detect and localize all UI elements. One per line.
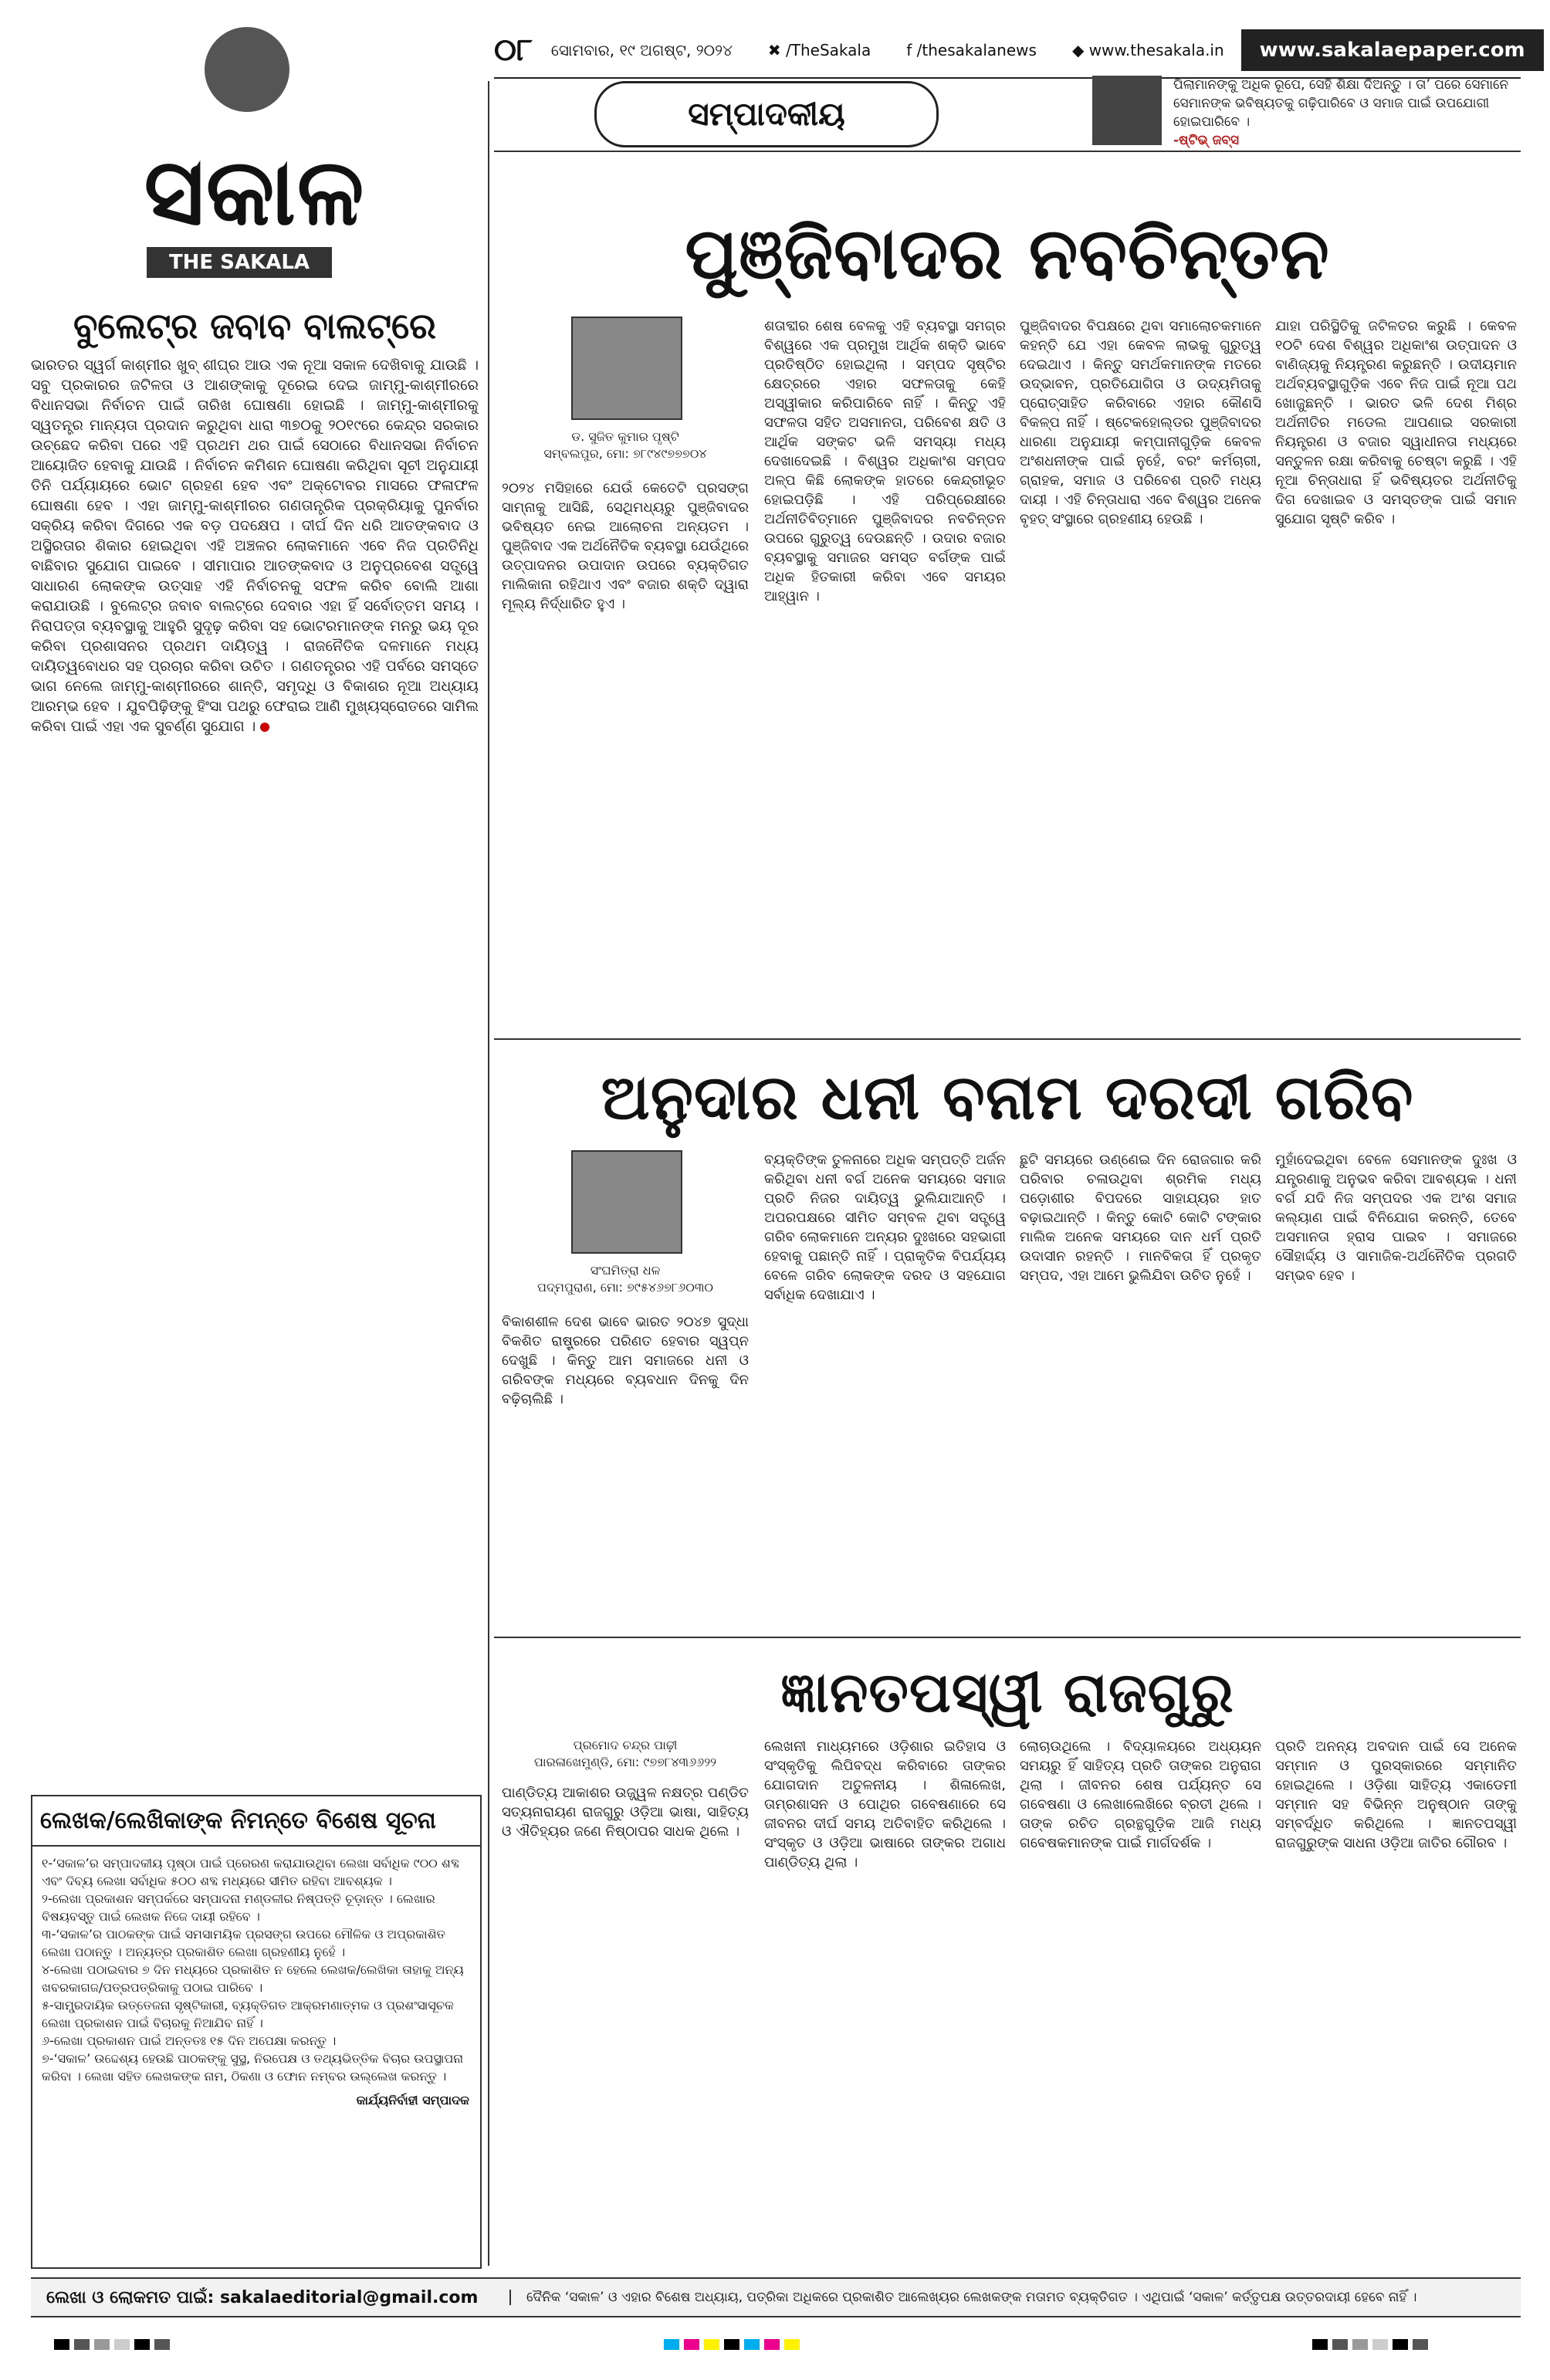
article1-col3: ଯାହା ପରିସ୍ଥିତିକୁ ଜଟିଳତର କରୁଛି । କେବଳ ୧୦ଟି ଦେଶ ବିଶ୍ୱର ଅଧିକାଂଶ ଉତ୍ପାଦନ ଓ ବାଣିଜ୍ୟକୁ ନିୟନ୍ତ୍ରଣ କରୁଛନ୍ତି । ଉଦୀୟମାନ ଅର୍ଥବ୍ୟବସ୍ଥାଗୁଡ଼ିକ ଏବେ ନିଜ ପାଇଁ ନୂଆ ପଥ ଖୋଜୁଛନ୍ତି । ଭାରତ ଭଳି ଦେଶ ମିଶ୍ର ଅର୍ଥନୀତିର ମଡେଲ ଆପଣାଇ ସରକାରୀ ନିୟନ୍ତ୍ରଣ ଓ ବଜାର ସ୍ୱାଧୀନତା ମଧ୍ୟରେ ସନ୍ତୁଳନ ରକ୍ଷା କରିବାକୁ ଚେଷ୍ଟା କରୁଛି । ଏହି ନୂଆ ଚିନ୍ତାଧାରା ହିଁ ଭବିଷ୍ୟତର ଅର୍ଥନୀତିକୁ ଦିଗ ଦେଖାଇବ ଓ ସମସ୍ତଙ୍କ ପାଇଁ ସମାନ ସୁଯୋଗ ସୃଷ୍ଟି କରିବ । (1275, 318, 1517, 527)
quote-text: ପିଲାମାନଙ୍କୁ ଅଧିକ ରୂପେ, ସେହି ଶିକ୍ଷା ଦିଅନ୍ତୁ । ତା’ ପରେ ସେମାନେ ସେମାନଙ୍କ ଭବିଷ୍ୟତକୁ ଗଢ଼ିପାରିବେ ଓ ସମାଜ ପାଇଁ ଉପଯୋଗୀ ହୋଇପାରିବେ । (1173, 77, 1509, 130)
article3-col1: ଲେଖନୀ ମାଧ୍ୟମରେ ଓଡ଼ିଶାର ଇତିହାସ ଓ ସଂସ୍କୃତିକୁ ଲିପିବଦ୍ଧ କରିବାରେ ତାଙ୍କର ଯୋଗଦାନ ଅତୁଳନୀୟ । ଶିଳାଲେଖ, ତାମ୍ରଶାସନ ଓ ପୋଥିର ଗବେଷଣାରେ ସେ ଜୀବନର ଦୀର୍ଘ ସମୟ ଅତିବାହିତ କରିଥିଲେ । ସଂସ୍କୃତ ଓ ଓଡ଼ିଆ ଭାଷାରେ ତାଙ୍କର ଅଗାଧ ପାଣ୍ଡିତ୍ୟ ଥିଲା । (764, 1738, 1006, 1870)
article1-author-photo (571, 317, 682, 420)
section-divider (494, 151, 1521, 152)
article2-author-photo (571, 1150, 682, 1254)
section-divider (494, 1637, 1521, 1638)
article1-col1: ଶତାବ୍ଦୀର ଶେଷ ବେଳକୁ ଏହି ବ୍ୟବସ୍ଥା ସମଗ୍ର ବିଶ୍ୱରେ ଏକ ପ୍ରମୁଖ ଆର୍ଥିକ ଶକ୍ତି ଭାବେ ପ୍ରତିଷ୍ଠିତ ହୋଇଥିଲା । ସମ୍ପଦ ସୃଷ୍ଟିର କ୍ଷେତ୍ରରେ ଏହାର ସଫଳତାକୁ କେହି ଅସ୍ୱୀକାର କରିପାରିବେ ନାହିଁ । କିନ୍ତୁ ଏହି ସଫଳତା ସହିତ ଅସମାନତା, ପରିବେଶ କ୍ଷତି ଓ ଆର୍ଥିକ ସଙ୍କଟ ଭଳି ସମସ୍ୟା ମଧ୍ୟ ଦେଖାଦେଇଛି । ବିଶ୍ୱର ଅଧିକାଂଶ ସମ୍ପଦ ଅଳ୍ପ କିଛି ଲୋକଙ୍କ ହାତରେ କେନ୍ଦ୍ରୀଭୂତ ହୋଇପଡ଼ିଛି । ଏହି ପରିପ୍ରେକ୍ଷୀରେ ଅର୍ଥନୀତିବିତ୍‌ମାନେ ପୁଞ୍ଜିବାଦର ନବଚିନ୍ତନ ଉପରେ ଗୁରୁତ୍ୱ ଦେଉଛନ୍ତି । ଉଦାର ବଜାର ବ୍ୟବସ୍ଥାକୁ ସମାଜର ସମସ୍ତ ବର୍ଗଙ୍କ ପାଇଁ ଅଧିକ ହିତକାରୀ କରିବା ଏବେ ସମୟର ଆହ୍ୱାନ । (764, 318, 1006, 604)
notice-box (31, 1795, 482, 2269)
notice-item: ୩-‘ସକାଳ’ର ପାଠକଙ୍କ ପାଇଁ ସମସାମୟିକ ପ୍ରସଙ୍ଗ ଉପରେ ମୌଳିକ ଓ ଅପ୍ରକାଶିତ ଲେଖା ପଠାନ୍ତୁ । ଅନ୍ୟତ୍ର ପ୍ରକାଶିତ ଲେଖା ଗ୍ରହଣୀୟ ନୁହେଁ । (42, 1927, 445, 1959)
article3-lead (502, 1783, 749, 2262)
article1-byline (498, 428, 753, 462)
pen-logo-icon (205, 27, 289, 112)
article1-col2: ପୁଞ୍ଜିବାଦର ବିପକ୍ଷରେ ଥିବା ସମାଲୋଚକମାନେ କହନ୍ତି ଯେ ଏହା କେବଳ ଲାଭକୁ ଗୁରୁତ୍ୱ ଦେଇଥାଏ । କିନ୍ତୁ ସମର୍ଥକମାନଙ୍କ ମତରେ ଉଦ୍ଭାବନ, ପ୍ରତିଯୋଗିତା ଓ ଉଦ୍ୟମିତାକୁ ପ୍ରୋତ୍ସାହିତ କରିବାରେ ଏହାର କୌଣସି ବିକଳ୍ପ ନାହିଁ । ଷ୍ଟେକହୋଲ୍ଡର ପୁଞ୍ଜିବାଦର ଧାରଣା ଅନୁଯାୟୀ କମ୍ପାନୀଗୁଡ଼ିକ କେବଳ ଅଂଶଧନୀଙ୍କ ପାଇଁ ନୁହେଁ, ବରଂ କର୍ମଚାରୀ, ଗ୍ରାହକ, ସମାଜ ଓ ପରିବେଶ ପ୍ରତି ମଧ୍ୟ ଦାୟୀ । ଏହି ଚିନ୍ତାଧାରା ଏବେ ବିଶ୍ୱର ଅନେକ ବୃହତ୍ ସଂସ୍ଥାରେ ଗ୍ରହଣୀୟ ହେଉଛି । (1020, 318, 1261, 527)
article1-lead-text: ୨୦୨୪ ମସିହାରେ ଯେଉଁ କେତେଟି ପ୍ରସଙ୍ଗ ସାମ୍ନାକୁ ଆସିଛି, ସେଥିମଧ୍ୟରୁ ପୁଞ୍ଜିବାଦର ଭବିଷ୍ୟତ ନେଇ ଆଲୋଚନା ଅନ୍ୟତମ । ପୁଞ୍ଜିବାଦ ଏକ ଅର୍ଥନୈତିକ ବ୍ୟବସ୍ଥା ଯେଉଁଥିରେ ଉତ୍ପାଦନର ଉପାଦାନ ଉପରେ ବ୍ୟକ୍ତିଗତ ମାଲିକାନା ରହିଥାଏ ଏବଂ ବଜାର ଶକ୍ତି ଦ୍ୱାରା ମୂଲ୍ୟ ନିର୍ଦ୍ଧାରିତ ହୁଏ । (502, 480, 749, 612)
print-color-bar (1312, 2339, 1428, 2350)
website-link[interactable]: ◆ www.thesakala.in (1071, 41, 1224, 59)
notice-signature: କାର୍ଯ୍ୟନିର୍ବାହୀ ସମ୍ପାଦକ (356, 2093, 469, 2107)
article2-headline: ଅନୁଦାର ଧନୀ ବନାମ ଦରଦୀ ଗରିବ (601, 1061, 1414, 1133)
article1-columns (764, 317, 1517, 1027)
left-article-headline: ବୁଲେଟ୍‌ର ଜବାବ ବାଲଟ୍‌ରେ (73, 305, 436, 347)
quote-author-photo (1092, 76, 1162, 145)
twitter-handle: /TheSakala (786, 41, 871, 59)
facebook-link[interactable]: f /thesakalanews (906, 41, 1037, 59)
article2-lead-text: ବିକାଶଶୀଳ ଦେଶ ଭାବେ ଭାରତ ୨୦୪୭ ସୁଦ୍ଧା ବିକଶିତ ରାଷ୍ଟ୍ରରେ ପରିଣତ ହେବାର ସ୍ୱପ୍ନ ଦେଖୁଛି । କିନ୍ତୁ ଆମ ସମାଜରେ ଧନୀ ଓ ଗରିବଙ୍କ ମଧ୍ୟରେ ବ୍ୟବଧାନ ଦିନକୁ ଦିନ ବଢ଼ିଚାଲିଛି । (502, 1314, 749, 1407)
article1-author: ଡ. ସୁଜିତ କୁମାର ପୃଷ୍ଟି (571, 429, 679, 444)
print-color-bar (664, 2339, 800, 2350)
quote-author: -ଷ୍ଟିଭ୍ ଜବ୍‌ସ (1173, 133, 1240, 148)
notice-item: ୨-ଲେଖା ପ୍ରକାଶନ ସମ୍ପର୍କରେ ସମ୍ପାଦନା ମଣ୍ଡଳୀର ନିଷ୍ପତ୍ତି ଚୂଡ଼ାନ୍ତ । ଲେଖାର ବିଷୟବସ୍ତୁ ପାଇଁ ଲେଖକ ନିଜେ ଦାୟୀ ରହିବେ । (42, 1891, 435, 1924)
publication-date: ସୋମବାର, ୧୯ ଅଗଷ୍ଟ, ୨୦୨୪ (550, 41, 733, 59)
notice-item: ୬-ଲେଖା ପ୍ରକାଶନ ପାଇଁ ଅନ୍ତତଃ ୧୫ ଦିନ ଅପେକ୍ଷା କରନ୍ତୁ । (42, 2033, 337, 2048)
facebook-handle: /thesakalanews (916, 41, 1037, 59)
article2-author-place: ପଦ୍ମପୁରାଣ, ମୋ: ୭୯୫୪୬୭୮୬୦୩୦ (537, 1280, 713, 1295)
article3-author: ପ୍ରମୋଦ ଚନ୍ଦ୍ର ପାଢ଼ୀ (573, 1738, 678, 1752)
article3-col3: ପ୍ରତି ଅନନ୍ୟ ଅବଦାନ ପାଇଁ ସେ ଅନେକ ସମ୍ମାନ ଓ ପୁରସ୍କାରରେ ସମ୍ମାନିତ ହୋଇଥିଲେ । ଓଡ଼ିଶା ସାହିତ୍ୟ ଏକାଡେମୀ ସମ୍ମାନ ସହ ବିଭିନ୍ନ ଅନୁଷ୍ଠାନ ତାଙ୍କୁ ସମ୍ବର୍ଦ୍ଧିତ କରିଥିଲେ । ଜ୍ଞାନତପସ୍ୱୀ ରାଜଗୁରୁଙ୍କ ସାଧନା ଓଡ଼ିଆ ଜାତିର ଗୌରବ । (1275, 1738, 1517, 1851)
article3-headline: ଜ୍ଞାନତପସ୍ୱୀ ରାଜଗୁରୁ (780, 1660, 1234, 1725)
notice-body (32, 1847, 480, 2093)
left-article-body (31, 355, 479, 1768)
section-divider (494, 1038, 1521, 1040)
article3-author-place: ପାରଳାଖେମୁଣ୍ଡି, ମୋ: ୯୭୭୮୪୩୬୬୨୨ (533, 1755, 717, 1769)
article2-col1: ବ୍ୟକ୍ତିଙ୍କ ତୁଳନାରେ ଅଧିକ ସମ୍ପତ୍ତି ଅର୍ଜନ କରିଥିବା ଧନୀ ବର୍ଗ ଅନେକ ସମୟରେ ସମାଜ ପ୍ରତି ନିଜର ଦାୟିତ୍ୱ ଭୁଲିଯାଆନ୍ତି । ଅପରପକ୍ଷରେ ସୀମିତ ସମ୍ବଳ ଥିବା ସତ୍ତ୍ୱେ ଗରିବ ଲୋକମାନେ ଅନ୍ୟର ଦୁଃଖରେ ସହଭାଗୀ ହେବାକୁ ପଛାନ୍ତି ନାହିଁ । ପ୍ରାକୃତିକ ବିପର୍ଯ୍ୟୟ ବେଳେ ଗରିବ ଲୋକଙ୍କ ଦରଦ ଓ ସହଯୋଗ ସର୍ବାଧିକ ଦେଖାଯାଏ । (764, 1152, 1006, 1303)
article1-author-place: ସମ୍ବଲପୁର, ମୋ: ୭୮୯୪୯୭୭୭୦୪ (543, 446, 707, 461)
page-number: ୦୮ (494, 32, 533, 68)
end-mark-icon (260, 723, 269, 732)
column-divider (488, 81, 489, 2266)
article1-headline: ପୁଞ୍ଜିବାଦର ନବଚିନ୍ତନ (685, 212, 1330, 295)
page-footer (31, 2277, 1521, 2317)
twitter-link[interactable]: ✖ /TheSakala (767, 41, 871, 59)
notice-item: ୪-ଲେଖା ପଠାଇବାର ୭ ଦିନ ମଧ୍ୟରେ ପ୍ରକାଶିତ ନ ହେଲେ ଲେଖକ/ଲେଖିକା ତାହାକୁ ଅନ୍ୟ ଖବରକାଗଜ/ପତ୍ରପତ୍ରିକାକୁ ପଠାଇ ପାରିବେ । (42, 1962, 464, 1995)
notice-title: ଲେଖକ/ଲେଖିକାଙ୍କ ନିମନ୍ତେ ବିଶେଷ ସୂଚନା (32, 1796, 480, 1847)
article2-columns (764, 1150, 1517, 1625)
article3-columns (764, 1737, 1517, 2262)
page-header (494, 23, 1525, 79)
quote-block (1173, 76, 1521, 150)
masthead-subtitle: THE SAKALA (147, 247, 332, 278)
left-article-text: ଭାରତର ସ୍ୱର୍ଗ କାଶ୍ମୀର ଖୁବ୍ ଶୀଘ୍ର ଆଉ ଏକ ନୂଆ ସକାଳ ଦେଖିବାକୁ ଯାଉଛି । ସବୁ ପ୍ରକାରର ଜଟିଳତା ଓ ଆଶଙ୍କାକୁ ଦୂରେଇ ଦେଇ ଜାମ୍ମୁ-କାଶ୍ମୀରରେ ବିଧାନସଭା ନିର୍ବାଚନ ପାଇଁ ତାରିଖ ଘୋଷଣା ହୋଇଛି । ଜାମ୍ମୁ-କାଶ୍ମୀରକୁ ସ୍ୱତନ୍ତ୍ର ମାନ୍ୟତା ପ୍ରଦାନ କରୁଥିବା ଧାରା ୩୭୦କୁ ୨୦୧୯ରେ କେନ୍ଦ୍ର ସରକାର ଉଚ୍ଛେଦ କରିବା ପରେ ଏହି ପ୍ରଥମ ଥର ପାଇଁ ସେଠାରେ ବିଧାନସଭା ନିର୍ବାଚନ ଆୟୋଜିତ ହେବାକୁ ଯାଉଛି । ନିର୍ବାଚନ କମିଶନ ଘୋଷଣା କରିଥିବା ସୂଚୀ ଅନୁଯାୟୀ ତିନି ପର୍ଯ୍ୟାୟରେ ଭୋଟ ଗ୍ରହଣ ହେବ ଏବଂ ଅକ୍ଟୋବର ମାସରେ ଫଳାଫଳ ଘୋଷଣା ହେବ । ଏହା ଜାମ୍ମୁ-କାଶ୍ମୀରର ଗଣତାନ୍ତ୍ରିକ ପ୍ରକ୍ରିୟାକୁ ପୁନର୍ବାର ସକ୍ରିୟ କରିବା ଦିଗରେ ଏକ ବଡ଼ ପଦକ୍ଷେପ । ଦୀର୍ଘ ଦିନ ଧରି ଆତଙ୍କବାଦ ଓ ଅସ୍ଥିରତାର ଶିକାର ହୋଇଥିବା ଏହି ଅଞ୍ଚଳର ଲୋକମାନେ ଏବେ ନିଜ ପ୍ରତିନିଧି ବାଛିବାର ସୁଯୋଗ ପାଇବେ । ସୀମାପାର ଆତଙ୍କବାଦ ଓ ଅନୁପ୍ରବେଶ ସତ୍ତ୍ୱେ ସାଧାରଣ ଲୋକଙ୍କ ଉତ୍ସାହ ଏହି ନିର୍ବାଚନକୁ ସଫଳ କରିବ ବୋଲି ଆଶା କରାଯାଉଛି । ବୁଲେଟ୍‌ର ଜବାବ ବାଲଟ୍‌ରେ ଦେବାର ଏହା ହିଁ ସର୍ବୋତ୍ତମ ସମୟ । ନିରାପତ୍ତା ବ୍ୟବସ୍ଥାକୁ ଆହୁରି ସୁଦୃଢ଼ କରିବା ସହ ଭୋଟରମାନଙ୍କ ମନରୁ ଭୟ ଦୂର କରିବା ପ୍ରଶାସନର ପ୍ରଥମ ଦାୟିତ୍ୱ । ରାଜନୈତିକ ଦଳମାନେ ମଧ୍ୟ ଦାୟିତ୍ୱବୋଧର ସହ ପ୍ରଚାର କରିବା ଉଚିତ । ଗଣତନ୍ତ୍ରର ଏହି ପର୍ବରେ ସମସ୍ତେ ଭାଗ ନେଲେ ଜାମ୍ମୁ-କାଶ୍ମୀରରେ ଶାନ୍ତି, ସମୃଦ୍ଧି ଓ ବିକାଶର ନୂଆ ଅଧ୍ୟାୟ ଆରମ୍ଭ ହେବ । ଯୁବପିଢ଼ିଙ୍କୁ ହିଂସା ପଥରୁ ଫେରାଇ ଆଣି ମୁଖ୍ୟସ୍ରୋତରେ ସାମିଲ କରିବା ପାଇଁ ଏହା ଏକ ସୁବର୍ଣ୍ଣ ସୁଯୋଗ । (31, 357, 479, 735)
article1-lead (502, 479, 749, 1027)
article2-author: ସଂଘମିତ୍ରା ଧଳ (590, 1263, 661, 1278)
print-color-bar (54, 2339, 170, 2350)
notice-item: ୧-‘ସକାଳ’ର ସମ୍ପାଦକୀୟ ପୃଷ୍ଠା ପାଇଁ ପ୍ରେରଣ କରାଯାଉଥିବା ଲେଖା ସର୍ବାଧିକ ୯୦୦ ଶବ୍ଦ ଏବଂ ଦିବ୍ୟ ଲେଖା ସର୍ବାଧିକ ୫୦୦ ଶବ୍ଦ ମଧ୍ୟରେ ସୀମିତ ରହିବା ଆବଶ୍ୟକ । (42, 1856, 460, 1888)
article2-col3: ମୁହାଁଦେଇଥିବା ବେଳେ ସେମାନଙ୍କ ଦୁଃଖ ଓ ଯନ୍ତ୍ରଣାକୁ ଅନୁଭବ କରିବା ଆବଶ୍ୟକ । ଧନୀ ବର୍ଗ ଯଦି ନିଜ ସମ୍ପଦର ଏକ ଅଂଶ ସମାଜ କଲ୍ୟାଣ ପାଇଁ ବିନିଯୋଗ କରନ୍ତି, ତେବେ ଅସମାନତା ହ୍ରାସ ପାଇବ । ସମାଜରେ ସୌହାର୍ଦ୍ଦ୍ୟ ଓ ସାମାଜିକ-ଅର୍ଥନୈତିକ ପ୍ରଗତି ସମ୍ଭବ ହେବ । (1275, 1152, 1517, 1284)
notice-item: ୭-‘ସକାଳ’ ଉଦ୍ଦେଶ୍ୟ ହେଉଛି ପାଠକଙ୍କୁ ସୁସ୍ଥ, ନିରପେକ୍ଷ ଓ ତଥ୍ୟଭିତ୍ତିକ ବିଚାର ଉପସ୍ଥାପନା କରିବା । ଲେଖା ସହିତ ଲେଖକଙ୍କ ନାମ, ଠିକଣା ଓ ଫୋନ ନମ୍ବର ଉଲ୍ଲେଖ କରନ୍ତୁ । (42, 2051, 464, 2084)
article2-byline (498, 1262, 753, 1296)
epaper-link[interactable]: www.sakalaepaper.com (1241, 29, 1544, 71)
article3-col2: ଲୋଚାଉଥିଲେ । ବିଦ୍ୟାଳୟରେ ଅଧ୍ୟୟନ ସମୟରୁ ହିଁ ସାହିତ୍ୟ ପ୍ରତି ତାଙ୍କର ଅନୁରାଗ ଥିଲା । ଜୀବନର ଶେଷ ପର୍ଯ୍ୟନ୍ତ ସେ ଗବେଷଣା ଓ ଲେଖାଲେଖିରେ ବ୍ରତୀ ଥିଲେ । ତାଙ୍କ ରଚିତ ଗ୍ରନ୍ଥଗୁଡ଼ିକ ଆଜି ମଧ୍ୟ ଗବେଷକମାନଙ୍କ ପାଇଁ ମାର୍ଗଦର୍ଶକ । (1020, 1738, 1261, 1851)
article2-col2: ଛୁଟି ସମୟରେ ଉଣ୍ଣେଇ ଦିନ ରୋଜଗାର କରି ପରିବାର ଚଳାଉଥିବା ଶ୍ରମିକ ମଧ୍ୟ ପଡ଼ୋଶୀର ବିପଦରେ ସାହାଯ୍ୟର ହାତ ବଢ଼ାଇଥାନ୍ତି । କିନ୍ତୁ କୋଟି କୋଟି ଟଙ୍କାର ମାଲିକ ଅନେକ ସମୟରେ ଦାନ ଧର୍ମ ପ୍ରତି ଉଦାସୀନ ରହନ୍ତି । ମାନବିକତା ହିଁ ପ୍ରକୃତ ସମ୍ପଦ, ଏହା ଆମେ ଭୁଲିଯିବା ଉଚିତ ନୁହେଁ । (1020, 1152, 1261, 1284)
website-url: www.thesakala.in (1088, 41, 1224, 59)
article3-lead-text: ପାଣ୍ଡିତ୍ୟ ଆକାଶର ଉଜ୍ଜ୍ୱଳ ନକ୍ଷତ୍ର ପଣ୍ଡିତ ସତ୍ୟନାରାୟଣ ରାଜଗୁରୁ ଓଡ଼ିଆ ଭାଷା, ସାହିତ୍ୟ ଓ ଐତିହ୍ୟର ଜଣେ ନିଷ୍ଠାପର ସାଧକ ଥିଲେ । (502, 1785, 749, 1840)
editorial-section-title: ସମ୍ପାଦକୀୟ (594, 81, 939, 147)
notice-item: ୫-ସାମ୍ପ୍ରଦାୟିକ ଉତ୍ତେଜନା ସୃଷ୍ଟିକାରୀ, ବ୍ୟକ୍ତିଗତ ଆକ୍ରମଣାତ୍ମକ ଓ ପ୍ରଶଂସାସୂଚକ ଲେଖା ପ୍ରକାଶନ ପାଇଁ ବିଚାରକୁ ନିଆଯିବ ନାହିଁ । (42, 1998, 454, 2030)
masthead-logo: ସକାଳ (144, 139, 366, 246)
article2-lead (502, 1312, 749, 1625)
disclaimer-note: ଦୈନିକ ‘ସକାଳ’ ଓ ଏହାର ବିଶେଷ ଅଧ୍ୟାୟ, ପତ୍ରିକା ଅଧିକରେ ପ୍ରକାଶିତ ଆଲେଖ୍ୟର ଲେଖକଙ୍କ ମତାମତ ବ୍ୟକ୍ତିଗତ । ଏଥିପାଇଁ ‘ସକାଳ’ କର୍ତ୍ତୃପକ୍ଷ ଉତ୍ତରଦାୟୀ ହେବେ ନାହିଁ । (509, 2290, 1416, 2305)
editorial-email[interactable]: ଲେଖା ଓ ଲୋକମତ ପାଇଁ: sakalaeditorial@gmail.com (46, 2287, 479, 2307)
article3-byline (498, 1737, 753, 1771)
